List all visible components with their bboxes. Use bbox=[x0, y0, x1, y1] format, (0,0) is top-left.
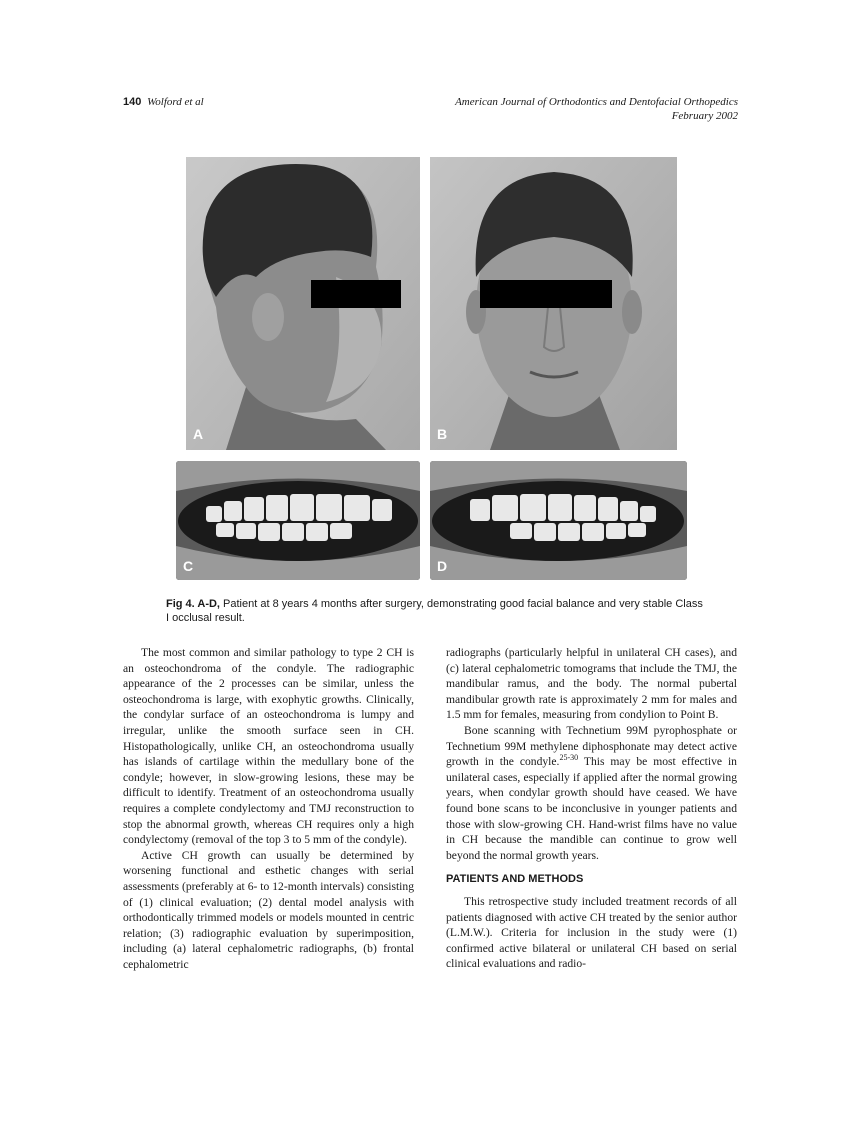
text-run: This may be most effective in unilateral cases, especially if applied after the normal growing years, when condylar growth should have ceased. We have found bone scans to be inconclusive in younger patients and those with slow-growing CH. Hand-wrist films have no value in CH because the mandible can continue to grow well beyond the normal growth years. bbox=[446, 755, 737, 862]
paragraph bbox=[446, 723, 737, 863]
intraoral-photo-right bbox=[176, 461, 420, 580]
body-column-left bbox=[123, 645, 414, 972]
paragraph: The most common and similar pathology to type 2 CH is an osteochondroma of the condyle. The radiographic appearance of the 2 processes can be similar, unless the osteochondroma is large, with exophytic growths. Clinically, the condylar surface of an osteochondroma is lumpy and irregular, unlike the smooth surface seen in CH. Histopathologically, unlike CH, an osteochondroma usually has islands of cartilage within the medullary bone of the condyle; however, in slow-growing lesions, these may be difficult to identify. Treatment of an osteochondroma usually requires a complete condylectomy and TMJ reconstruction to stop the abnormal growth, whereas CH requires only a high condylectomy (removal of the top 3 to 5 mm of the condyle). bbox=[123, 646, 414, 847]
figure-panel-d bbox=[430, 461, 687, 580]
figure-panel-c bbox=[176, 461, 420, 580]
running-authors: Wolford et al bbox=[147, 96, 204, 108]
paragraph: Active CH growth can usually be determined by worsening functional and esthetic changes with serial assessments (preferably at 6- to 12-month intervals) consisting of (1) clinical evaluation; (2) dental model analysis with orthodontically trimmed models or models mounted in centric relation; (3) radiographic evaluation by superimposition, including (a) lateral cephalometric radiographs, (b) frontal cephalometric bbox=[123, 848, 414, 971]
paragraph: radiographs (particularly helpful in unilateral CH cases), and (c) lateral cephalometric tomograms that include the TMJ, the mandibular ramus, and the body. The normal pubertal mandibular growth rate is approximately 2 mm for males and 1.5 mm for females, measuring from condylion to Point B. bbox=[446, 646, 737, 722]
journal-title: American Journal of Orthodontics and Dentofacial Orthopedics bbox=[455, 96, 738, 108]
section-heading: PATIENTS AND METHODS bbox=[446, 873, 584, 886]
body-column-right bbox=[446, 645, 737, 972]
paragraph: This retrospective study included treatment records of all patients diagnosed with active CH treated by the senior author (L.M.W.). Criteria for inclusion in the study were (1) confirmed active bilateral or unilateral CH based on serial clinical evaluations and radio- bbox=[446, 894, 737, 971]
panel-label-c: C bbox=[183, 558, 194, 574]
text-run: Bone scanning with Technetium 99M pyrophosphate or Technetium 99M methylene diphosphonate may detect active growth in the condyle. bbox=[446, 723, 737, 769]
citation-reference: 25-30 bbox=[559, 753, 579, 763]
page-number: 140 bbox=[123, 96, 142, 108]
running-header-right bbox=[378, 95, 738, 123]
redaction-bar bbox=[480, 280, 612, 308]
issue-date: February 2002 bbox=[671, 110, 738, 122]
running-header-left bbox=[123, 95, 204, 109]
redaction-bar bbox=[311, 280, 401, 308]
caption-label: Fig 4. A-D, bbox=[166, 598, 220, 610]
panel-label-a: A bbox=[193, 426, 204, 442]
panel-label-b: B bbox=[437, 426, 448, 442]
figure-panel-b bbox=[430, 157, 677, 450]
intraoral-photo-left bbox=[430, 461, 687, 580]
figure-caption bbox=[166, 597, 706, 625]
caption-text: Patient at 8 years 4 months after surgery, demonstrating good facial balance and very stable Class I occlusal result. bbox=[166, 598, 703, 624]
figure-panel-a bbox=[186, 157, 420, 450]
panel-label-d: D bbox=[437, 558, 448, 574]
